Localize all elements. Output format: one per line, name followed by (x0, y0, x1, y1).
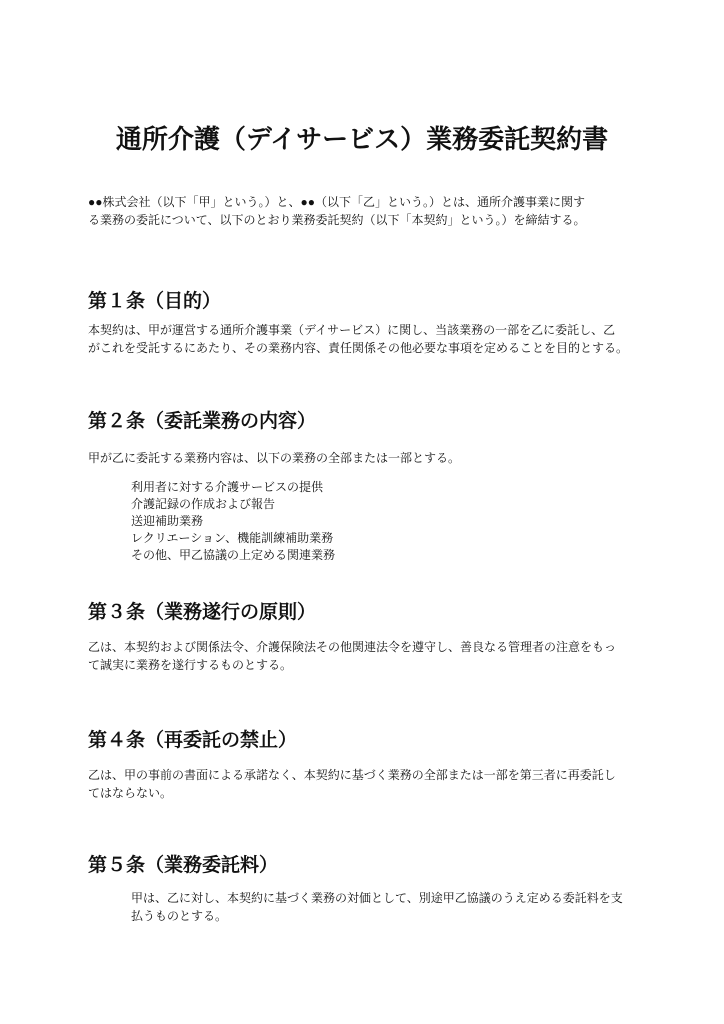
article-1-body (88, 321, 628, 357)
text-line: る業務の委託について、以下のとおり業務委託契約（以下「本契約」という。）を締結する。 (88, 213, 586, 227)
text-line: 甲は、乙に対し、本契約に基づく業務の対価として、別途甲乙協議のうえ定める委託料を支 (131, 891, 623, 905)
text-line: 乙は、甲の事前の書面による承諾なく、本契約に基づく業務の全部または一部を第三者に再委託し (88, 768, 616, 782)
article-2-body (88, 449, 460, 467)
text-line: 甲が乙に委託する業務内容は、以下の業務の全部または一部とする。 (88, 451, 461, 465)
list-item: その他、甲乙協議の上定める関連業務 (131, 548, 336, 562)
text-line: 本契約は、甲が運営する通所介護事業（デイサービス）に関し、当該業務の一部を乙に委託し、乙 (88, 323, 616, 337)
article-3-body (88, 638, 616, 674)
article-3-heading: 第３条（業務遂行の原則） (88, 602, 317, 623)
article-1-heading: 第１条（目的） (88, 291, 222, 312)
list-item: 介護記録の作成および報告 (131, 497, 276, 511)
text-line: がこれを受託するにあたり、その業務内容、責任関係その他必要な事項を定めることを目的とする。 (88, 341, 629, 355)
list-item: レクリエーション、機能訓練補助業務 (131, 531, 334, 545)
article-4-body (88, 766, 616, 802)
text-line: ●●株式会社（以下「甲」という。）と、●●（以下「乙」という。）とは、通所介護事業に関す (88, 195, 585, 209)
list-item: 利用者に対する介護サービスの提供 (131, 480, 324, 494)
text-line: 乙は、本契約および関係法令、介護保険法その他関連法令を遵守し、善良なる管理者の注意をもっ (88, 640, 617, 654)
article-2-list (131, 479, 335, 564)
list-item: 送迎補助業務 (131, 514, 204, 528)
article-5-body (131, 889, 623, 925)
intro-paragraph (88, 193, 586, 229)
article-4-heading: 第４条（再委託の禁止） (88, 730, 298, 751)
text-line: てはならない。 (88, 786, 173, 800)
article-2-heading: 第２条（委託業務の内容） (88, 411, 317, 432)
text-line: て誠実に業務を遂行するものとする。 (88, 658, 293, 672)
document-title: 通所介護（デイサービス）業務委託契約書 (115, 124, 609, 154)
article-5-heading: 第５条（業務委託料） (88, 855, 279, 876)
text-line: 払うものとする。 (131, 909, 228, 923)
